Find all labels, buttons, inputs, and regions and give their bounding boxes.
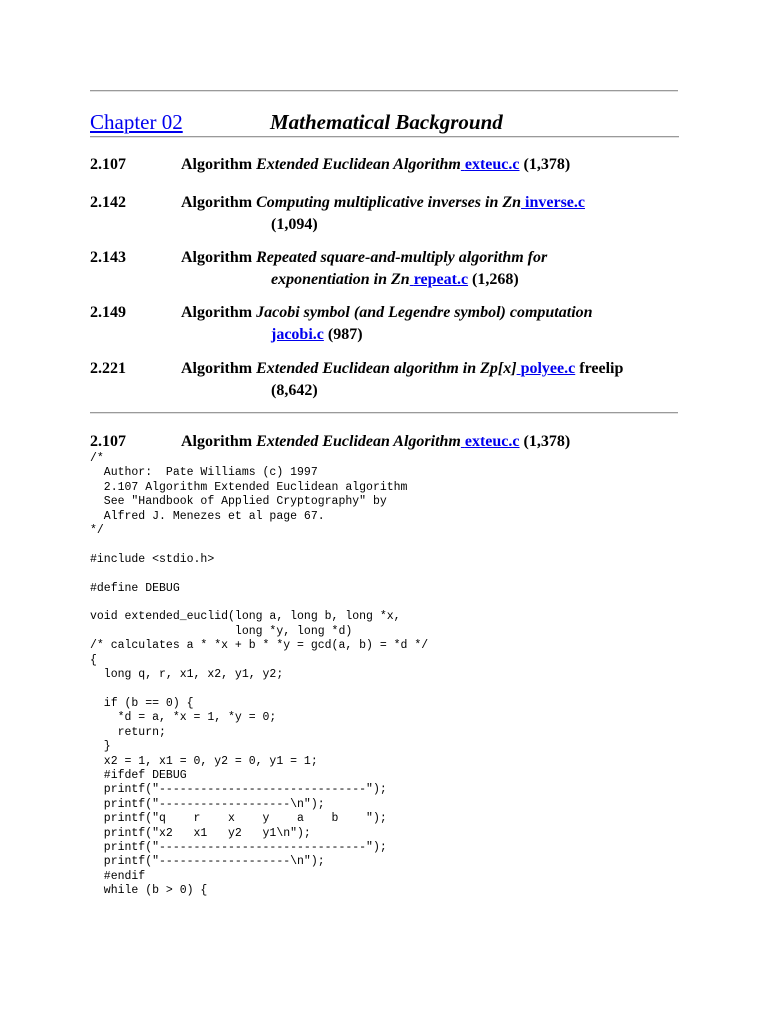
- chapter-divider: [90, 136, 679, 138]
- algorithm-title: Jacobi symbol (and Legendre symbol) computation: [256, 304, 593, 321]
- algorithm-continuation: [181, 269, 681, 291]
- file-link-label: repeat.c: [413, 271, 469, 288]
- algorithm-continuation: [181, 324, 681, 346]
- file-link-label: exteuc.c: [464, 156, 520, 173]
- algorithm-description: [181, 431, 681, 453]
- algorithm-title: Extended Euclidean algorithm in Zp[x]: [256, 360, 517, 377]
- algorithm-prefix: Algorithm: [181, 360, 253, 377]
- algorithm-description: [181, 358, 681, 402]
- file-size: (1,378): [523, 433, 571, 450]
- file-size: (8,642): [271, 382, 318, 399]
- algorithm-title: Extended Euclidean Algorithm: [256, 156, 461, 173]
- file-link-label: exteuc.c: [464, 433, 520, 450]
- top-divider: [90, 90, 678, 92]
- chapter-title: Mathematical Background: [270, 110, 503, 134]
- file-link-exteuc-detail[interactable]: [461, 433, 520, 450]
- chapter-link[interactable]: Chapter 02: [90, 110, 183, 134]
- algorithm-description: [181, 302, 681, 346]
- file-link-exteuc[interactable]: [461, 156, 520, 173]
- file-size: (987): [327, 326, 363, 343]
- algorithm-title: Extended Euclidean Algorithm: [256, 433, 461, 450]
- file-link-polyee[interactable]: [517, 360, 576, 377]
- file-size: (1,268): [472, 271, 519, 288]
- file-link-jacobi[interactable]: jacobi.c: [271, 326, 324, 343]
- algorithm-description: [181, 247, 681, 291]
- algorithm-prefix: Algorithm: [181, 194, 253, 211]
- file-size: (1,094): [271, 216, 318, 233]
- algorithm-number: 2.143: [90, 249, 126, 266]
- algorithm-title: Computing multiplicative inverses in Zn: [256, 194, 522, 211]
- algorithm-prefix: Algorithm: [181, 304, 253, 321]
- file-link-inverse[interactable]: [521, 194, 585, 211]
- algorithm-prefix: Algorithm: [181, 249, 253, 266]
- algorithm-number: 2.221: [90, 360, 126, 377]
- algorithm-title: Repeated square-and-multiply algorithm for: [256, 249, 548, 266]
- algorithm-prefix: Algorithm: [181, 433, 253, 450]
- algorithm-number: 2.149: [90, 304, 126, 321]
- algorithm-description: [181, 192, 681, 236]
- file-size: (1,378): [523, 156, 571, 173]
- algorithm-number: 2.107: [90, 433, 126, 450]
- algorithm-description: [181, 154, 681, 176]
- algorithm-number: 2.142: [90, 194, 126, 211]
- algorithm-number: 2.107: [90, 156, 126, 173]
- file-link-label: inverse.c: [525, 194, 586, 211]
- library-name: freelip: [579, 360, 624, 377]
- algorithm-title-continued: exponentiation in Zn: [271, 271, 410, 288]
- section-divider: [90, 412, 678, 414]
- source-code-listing: /* Author: Pate Williams (c) 1997 2.107 Algorithm Extended Euclidean algorithm See "Handbook of Applied Cryptography" by Alfred J. Menezes et al page 67. */ #include <stdio.h> #define DEBUG void extended_euclid(long a, long b, long *x, long *y, long *d) /* calculates a * *x + b * *y = gcd(a, b) = *d */ { long q, r, x1, x2, y1, y2; if (b == 0) { *d = a, *x = 1, *y = 0; return; } x2 = 1, x1 = 0, y2 = 0, y1 = 1; #ifdef DEBUG printf("------------------------------"); printf("-------------------\n"); printf("q r x y a b "); printf("x2 x1 y2 y1\n"); printf("------------------------------"); printf("-------------------\n"); #endif while (b > 0) {: [90, 452, 429, 898]
- file-link-label: polyee.c: [520, 360, 576, 377]
- algorithm-prefix: Algorithm: [181, 156, 253, 173]
- file-link-repeat[interactable]: [410, 271, 468, 288]
